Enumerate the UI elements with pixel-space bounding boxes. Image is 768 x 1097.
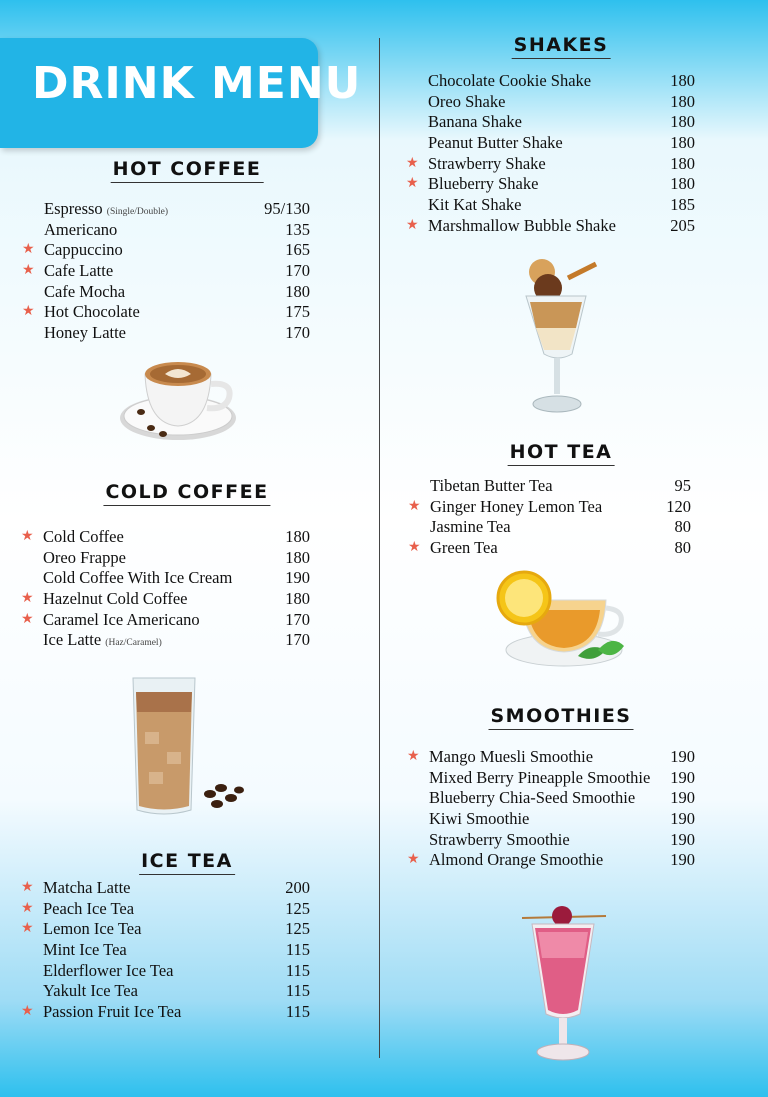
cappuccino-cup-image [115, 352, 245, 452]
menu-item-price: 80 [674, 538, 691, 558]
menu-item-name [428, 71, 591, 92]
menu-item-name [44, 240, 123, 261]
menu-item-price: 80 [674, 517, 691, 537]
menu-item-name-text: Strawberry Smoothie [429, 829, 570, 849]
menu-item-name [43, 981, 138, 1002]
menu-item [44, 323, 310, 344]
menu-item-name [430, 517, 511, 538]
menu-item-price: 185 [670, 195, 695, 215]
menu-item [428, 195, 695, 216]
menu-item [21, 898, 310, 920]
menu-item [406, 153, 695, 175]
menu-item-name-text: Green Tea [430, 538, 498, 558]
star-icon: ★ [21, 921, 34, 937]
menu-item-name-text: Cafe Mocha [44, 281, 126, 301]
menu-item-price: 180 [670, 112, 695, 132]
menu-item-name [43, 961, 173, 982]
menu-item [430, 476, 691, 497]
title-banner [0, 38, 362, 148]
menu-item-name [430, 538, 498, 559]
menu-item-price: 180 [285, 589, 310, 609]
menu-item-name [429, 768, 650, 789]
menu-item-name-text: Mango Muesli Smoothie [429, 747, 594, 766]
hot-coffee-list [22, 199, 310, 344]
menu-item-name [44, 282, 125, 303]
section-heading-ice-tea: ICE TEA [139, 850, 235, 875]
menu-item [44, 220, 310, 241]
menu-item-name-text: Matcha Latte [43, 878, 131, 897]
menu-item-name-text: Peach Ice Tea [43, 898, 135, 918]
menu-item [43, 630, 310, 651]
star-icon: ★ [21, 1004, 34, 1020]
star-icon: ★ [22, 263, 35, 279]
menu-item-name [43, 919, 141, 940]
menu-item [430, 517, 691, 538]
menu-item-name-text: Peanut Butter Shake [428, 133, 563, 153]
menu-item-name [43, 568, 232, 589]
milkshake-sundae-glass-image [512, 258, 604, 420]
menu-item [429, 809, 695, 830]
menu-item-name-text: Chocolate Cookie Shake [428, 71, 592, 90]
menu-item [43, 981, 310, 1002]
menu-item-name-text: Blueberry Shake [428, 174, 539, 194]
section-heading-smoothies: SMOOTHIES [489, 705, 634, 730]
menu-item-name-text: Mint Ice Tea [43, 940, 127, 960]
menu-item-price: 115 [285, 960, 310, 980]
menu-item-name-text: Almond Orange Smoothie [429, 850, 604, 870]
menu-item-name-text: Lemon Ice Tea [43, 919, 142, 939]
menu-item-price: 180 [670, 71, 695, 90]
menu-item-name [430, 476, 553, 497]
hot-tea-list [408, 476, 691, 559]
menu-item [22, 302, 310, 323]
menu-item-price: 180 [285, 527, 310, 546]
menu-item-name [429, 788, 635, 809]
menu-item-name [43, 527, 124, 548]
menu-item [428, 71, 695, 92]
berry-smoothie-glass-image [518, 902, 608, 1062]
menu-item-name [429, 747, 593, 768]
menu-item-name-text: Cold Coffee [43, 527, 124, 546]
menu-item [408, 496, 691, 518]
menu-item-price: 125 [285, 898, 310, 918]
menu-item [429, 830, 695, 851]
menu-item-price: 170 [285, 323, 310, 343]
menu-item [21, 609, 310, 631]
menu-item-name [428, 133, 563, 154]
menu-item-price: 115 [285, 981, 310, 1001]
menu-item [43, 940, 310, 961]
menu-item-name [43, 630, 162, 654]
menu-item-price: 180 [670, 91, 695, 111]
menu-item-name-text: Ginger Honey Lemon Tea [430, 496, 603, 516]
menu-item-price: 190 [285, 568, 310, 588]
menu-item [43, 961, 310, 982]
star-icon: ★ [406, 155, 419, 171]
lemon-tea-cup-image [494, 568, 632, 672]
menu-item-note: (Single/Double) [106, 207, 169, 217]
menu-item-note: (Haz/Caramel) [105, 638, 162, 649]
menu-item-price: 190 [670, 829, 695, 849]
smoothies-list [407, 747, 695, 871]
menu-item-name-text: Cappuccino [44, 240, 123, 260]
menu-item [408, 538, 691, 559]
menu-item-name-text: Passion Fruit Ice Tea [43, 1002, 182, 1022]
menu-item-name [429, 809, 529, 830]
menu-item-name-text: Hot Chocolate [44, 302, 140, 322]
menu-item-name-text: Ice Latte [43, 630, 102, 650]
menu-item [21, 919, 310, 940]
menu-item-name-text: Strawberry Shake [428, 153, 546, 173]
menu-item-name [428, 174, 538, 195]
star-icon: ★ [21, 880, 34, 895]
menu-item-name-text: Mixed Berry Pineapple Smoothie [429, 767, 651, 787]
menu-item [22, 240, 310, 261]
menu-item-name [428, 112, 522, 133]
menu-item-name [429, 850, 603, 871]
menu-item [22, 261, 310, 282]
star-icon: ★ [407, 749, 420, 764]
shakes-list [406, 71, 695, 237]
menu-item-name [428, 216, 616, 237]
menu-item-price: 170 [285, 630, 310, 650]
menu-item-name [43, 589, 188, 610]
star-icon: ★ [21, 591, 34, 607]
menu-item-name [43, 878, 131, 899]
menu-item-name-text: Oreo Frappe [43, 547, 126, 567]
menu-item [428, 133, 695, 154]
menu-item-name-text: Marshmallow Bubble Shake [428, 215, 616, 235]
menu-item-name-text: Blueberry Chia-Seed Smoothie [429, 788, 636, 808]
menu-item-price: 95/130 [264, 199, 310, 218]
menu-item [406, 174, 695, 195]
menu-item-name [430, 497, 602, 518]
cold-coffee-list [21, 527, 310, 651]
menu-item-price: 95 [674, 476, 691, 495]
menu-item [21, 878, 310, 899]
menu-item-price: 170 [285, 609, 310, 629]
menu-item [44, 282, 310, 303]
iced-latte-glass-image [125, 672, 250, 822]
menu-item-name-text: Kiwi Smoothie [429, 809, 530, 829]
star-icon: ★ [407, 852, 420, 868]
star-icon: ★ [21, 611, 34, 627]
section-heading-cold-coffee: COLD COFFEE [103, 481, 270, 506]
menu-item-name [428, 195, 521, 216]
menu-item-name-text: Tibetan Butter Tea [430, 476, 553, 495]
menu-item-name-text: Kit Kat Shake [428, 195, 522, 215]
star-icon: ★ [21, 529, 34, 544]
menu-item-price: 190 [670, 767, 695, 787]
menu-item-name-text: Espresso [44, 199, 103, 218]
menu-item-price: 125 [285, 919, 310, 939]
star-icon: ★ [408, 498, 421, 514]
menu-item-name-text: Honey Latte [44, 323, 127, 343]
menu-item-price: 190 [670, 809, 695, 829]
menu-item-name-text: Yakult Ice Tea [43, 981, 138, 1001]
menu-item-name [44, 261, 113, 282]
menu-item-name-text: Elderflower Ice Tea [43, 960, 174, 980]
menu-item-name [43, 1002, 181, 1023]
menu-item-price: 115 [285, 1002, 310, 1022]
menu-item-price: 180 [285, 547, 310, 567]
menu-item-name [43, 548, 126, 569]
menu-item-name [44, 302, 140, 323]
menu-item [21, 527, 310, 548]
menu-item [428, 92, 695, 113]
menu-item [21, 1002, 310, 1023]
menu-item-name [429, 830, 570, 851]
menu-item-name [44, 323, 126, 344]
section-heading-shakes: SHAKES [512, 34, 611, 59]
section-heading-hot-tea: HOT TEA [508, 441, 615, 466]
menu-item-name-text: Cold Coffee With Ice Cream [43, 568, 233, 588]
menu-item [428, 112, 695, 133]
menu-item-price: 205 [670, 215, 695, 235]
ice-tea-list [21, 878, 310, 1023]
menu-item [407, 747, 695, 768]
star-icon: ★ [22, 304, 35, 320]
menu-item-price: 200 [285, 878, 310, 897]
menu-item-price: 180 [670, 133, 695, 153]
star-icon: ★ [408, 540, 421, 556]
column-divider [379, 38, 380, 1058]
menu-item [43, 568, 310, 589]
menu-item-name [43, 899, 134, 920]
menu-item-price: 190 [670, 788, 695, 808]
menu-item [429, 768, 695, 789]
menu-item-price: 180 [670, 153, 695, 173]
menu-item [406, 215, 695, 237]
menu-item [407, 850, 695, 871]
page-title: DRINK MENU [32, 58, 362, 109]
menu-item-name [44, 220, 117, 241]
menu-item-price: 175 [285, 302, 310, 322]
menu-item-price: 190 [670, 850, 695, 870]
menu-item-price: 165 [285, 240, 310, 260]
menu-item-name [428, 92, 505, 113]
menu-item-name [43, 940, 127, 961]
star-icon: ★ [22, 242, 35, 258]
menu-item-price: 180 [670, 174, 695, 194]
star-icon: ★ [406, 217, 419, 233]
menu-item-name-text: Americano [44, 219, 118, 239]
menu-item-name-text: Hazelnut Cold Coffee [43, 589, 188, 609]
menu-item-name [428, 154, 546, 175]
menu-item-price: 115 [285, 940, 310, 960]
menu-item-name [43, 610, 200, 631]
menu-item-name-text: Banana Shake [428, 112, 522, 132]
menu-item [21, 589, 310, 610]
section-heading-hot-coffee: HOT COFFEE [111, 158, 264, 183]
menu-item-name-text: Jasmine Tea [430, 517, 511, 537]
menu-item [43, 548, 310, 569]
menu-item-price: 190 [670, 747, 695, 766]
star-icon: ★ [21, 900, 34, 916]
menu-item [44, 199, 310, 220]
menu-item-name-text: Caramel Ice Americano [43, 609, 200, 629]
menu-item-price: 180 [285, 281, 310, 301]
menu-item-name-text: Cafe Latte [44, 261, 114, 281]
menu-item-price: 170 [285, 261, 310, 281]
menu-item-name-text: Oreo Shake [428, 91, 506, 111]
menu-item [429, 788, 695, 809]
star-icon: ★ [406, 176, 419, 192]
menu-item-price: 120 [666, 496, 691, 516]
menu-item-price: 135 [285, 219, 310, 239]
